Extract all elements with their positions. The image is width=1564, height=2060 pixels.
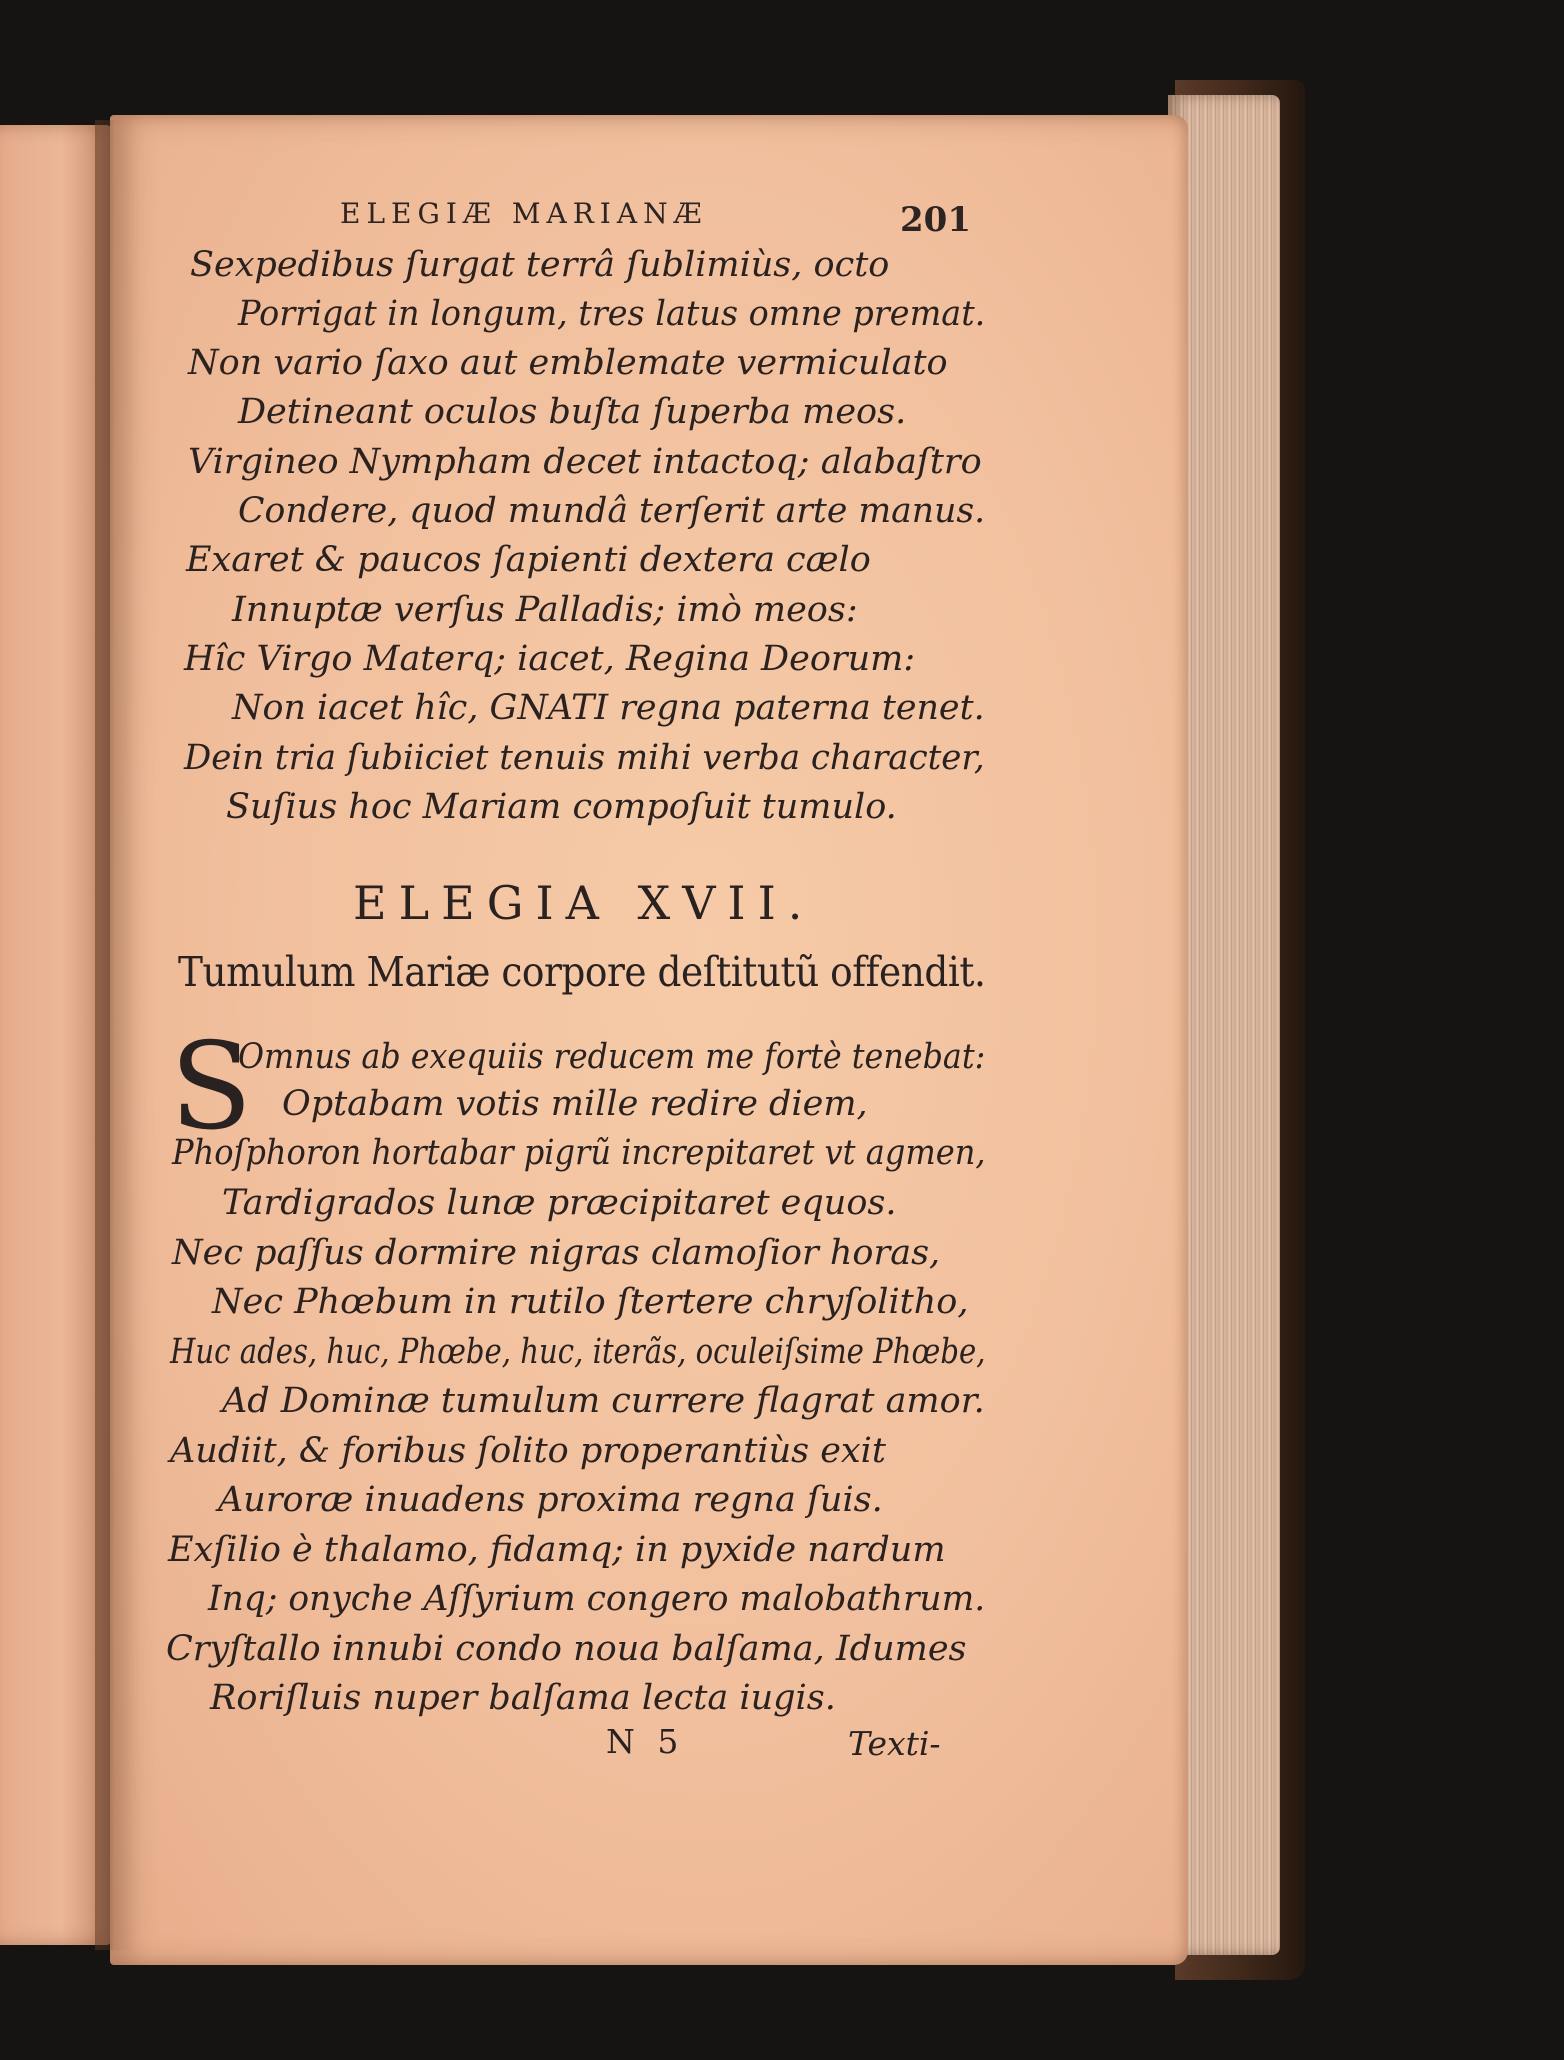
verse-line: Phoſphoron hortabar pigrũ increpitaret vt agmen, <box>172 1133 986 1173</box>
verse-line: Porrigat in longum, tres latus omne premat. <box>238 294 986 334</box>
verse-line: Virgineo Nympham decet intactoq; alabaſtro <box>188 442 982 482</box>
verse-line: Huc ades, huc, Phœbe, huc, iterãs, oculeiſsime Phœbe, <box>170 1332 986 1372</box>
verse-line: Audiit, & foribus ſolito properantiùs exit <box>170 1431 886 1471</box>
elegy-subtitle: Tumulum Mariæ corpore deſtitutũ offendit. <box>178 948 986 996</box>
verse-line: Nec Phœbum in rutilo ſtertere chryſolitho, <box>212 1282 969 1322</box>
verse-line: Condere, quod mundâ terſerit arte manus. <box>238 491 986 531</box>
verse-line: Non vario ſaxo aut emblemate vermiculato <box>188 343 948 383</box>
elegy-title: ELEGIA XVII. <box>353 876 815 930</box>
verse-line: Roriſluis nuper balſama lecta iugis. <box>210 1678 836 1718</box>
verse-line: Innuptæ verſus Palladis; imò meos: <box>232 590 858 630</box>
running-header: ELEGIÆ MARIANÆ <box>340 197 708 230</box>
verse-line: Exaret & paucos ſapienti dextera cælo <box>186 540 871 580</box>
gutter-shadow <box>95 120 135 1950</box>
verse-line: Omnus ab exequiis reducem me fortè tenebat: <box>238 1037 986 1077</box>
verse-line: Dein tria ſubiiciet tenuis mihi verba character, <box>184 738 985 778</box>
verse-line: Optabam votis mille redire diem, <box>282 1084 868 1124</box>
verse-line: Ad Dominæ tumulum currere flagrat amor. <box>222 1381 985 1421</box>
verse-line: Non iacet hîc, GNATI regna paterna tenet. <box>232 688 985 728</box>
drop-cap: S <box>170 1018 253 1157</box>
verse-line: Auroræ inuadens proxima regna ſuis. <box>218 1480 883 1520</box>
verse-line: Exſilio è thalamo, fidamq; in pyxide nardum <box>168 1530 946 1570</box>
verse-line: Nec paſſus dormire nigras clamoſior horas, <box>172 1233 941 1273</box>
signature-mark: N 5 <box>606 1722 685 1761</box>
verse-line: Hîc Virgo Materq; iacet, Regina Deorum: <box>184 639 916 679</box>
verse-line: Cryſtallo innubi condo noua balſama, Idumes <box>166 1629 967 1669</box>
verse-line: Suſius hoc Mariam compoſuit tumulo. <box>226 787 897 827</box>
catchword: Texti- <box>848 1724 941 1763</box>
verse-line: Sexpedibus ſurgat terrâ ſublimiùs, octo <box>190 245 890 285</box>
verse-line: Tardigrados lunæ præcipitaret equos. <box>222 1183 897 1223</box>
page-number: 201 <box>900 200 971 240</box>
verse-line: Inq; onyche Aſſyrium congero malobathrum. <box>208 1579 986 1619</box>
verse-line: Detineant oculos buſta ſuperba meos. <box>238 392 907 432</box>
